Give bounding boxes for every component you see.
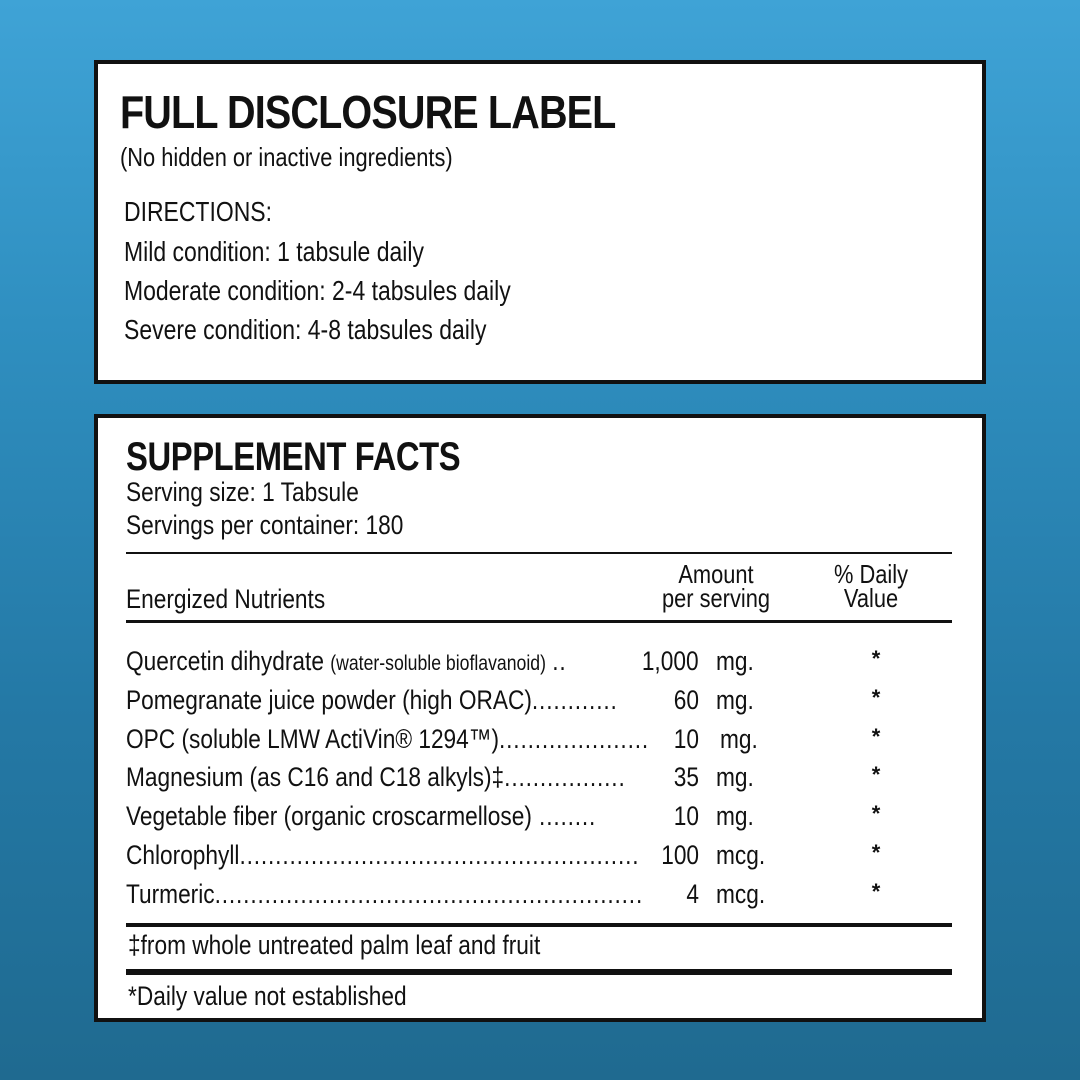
nutrient-list (126, 644, 952, 916)
nutrient-amount: 10 (673, 801, 699, 832)
header-dv-line2: Value (843, 583, 899, 613)
nutrient-name: OPC (soluble LMW ActiVin® 1294™) (126, 723, 500, 754)
leader-dots: ........................................................ (239, 839, 640, 870)
direction-mild: Mild condition: 1 tabsule daily (124, 236, 424, 267)
leader-dots: ............ (531, 684, 618, 715)
direction-severe: Severe condition: 4-8 tabsules daily (124, 314, 487, 345)
disclosure-title: FULL DISCLOSURE LABEL (120, 86, 616, 138)
footnote-palm-source: ‡from whole untreated palm leaf and fruit (128, 930, 541, 960)
nutrient-name: Chlorophyll (126, 839, 240, 870)
nutrient-unit: mg. (716, 762, 754, 793)
header-dv-line1: % Daily (833, 559, 909, 589)
nutrient-name: Magnesium (as C16 and C18 alkyls)‡ (126, 762, 505, 793)
disclosure-panel (94, 60, 986, 384)
serving-size: Serving size: 1 Tabsule (126, 477, 359, 507)
leader-dots: ................. (504, 762, 626, 793)
nutrient-unit: mcg. (716, 839, 766, 870)
leader-dots: ..................... (499, 723, 649, 754)
header-daily-value (825, 559, 917, 613)
supplement-facts-panel (94, 414, 986, 1022)
nutrient-dv: * (871, 762, 881, 788)
nutrient-unit: mg. (720, 723, 758, 754)
nutrient-dv: * (871, 684, 881, 710)
footnote-top-rule (126, 923, 952, 927)
nutrient-name: Quercetin dihydrate (126, 646, 324, 676)
table-header (126, 559, 952, 620)
nutrient-amount: 35 (673, 762, 699, 793)
header-amount (657, 559, 775, 613)
leader-dots: .. (552, 646, 567, 676)
nutrient-dv: * (871, 801, 881, 827)
nutrient-name: Vegetable fiber (organic croscarmellose) (126, 801, 532, 832)
table-row (126, 760, 952, 799)
header-nutrients: Energized Nutrients (126, 584, 326, 614)
table-row (126, 838, 952, 877)
header-amount-line2: per serving (661, 583, 771, 613)
nutrient-amount: 10 (673, 723, 699, 754)
nutrient-amount: 100 (661, 839, 699, 870)
nutrient-unit: mg. (716, 801, 754, 832)
nutrient-detail: (water-soluble bioflavanoid) (330, 652, 546, 675)
table-row (126, 877, 952, 916)
nutrient-unit: mg. (716, 646, 754, 676)
nutrient-dv: * (871, 723, 881, 749)
nutrient-amount: 1,000 (642, 646, 699, 676)
header-bottom-rule (126, 620, 952, 623)
header-top-rule (126, 552, 952, 554)
directions-heading: DIRECTIONS: (124, 196, 272, 227)
servings-per-container: Servings per container: 180 (126, 510, 404, 540)
nutrient-dv: * (871, 646, 881, 671)
nutrient-dv: * (871, 878, 881, 904)
table-row (126, 644, 952, 683)
header-amount-line1: Amount (678, 559, 754, 589)
table-row (126, 722, 952, 761)
leader-dots: ............................................................ (214, 878, 644, 909)
nutrient-amount: 4 (686, 878, 699, 909)
disclosure-subtitle: (No hidden or inactive ingredients) (120, 142, 453, 172)
direction-moderate: Moderate condition: 2-4 tabsules daily (124, 275, 511, 306)
nutrient-name: Turmeric (126, 878, 215, 909)
leader-dots: ........ (531, 801, 597, 832)
nutrient-unit: mg. (716, 684, 754, 715)
table-row (126, 683, 952, 722)
footnote-divider-rule (126, 969, 952, 975)
table-row (126, 799, 952, 838)
nutrient-unit: mcg. (716, 878, 766, 909)
nutrient-amount: 60 (673, 684, 699, 715)
nutrient-name: Pomegranate juice powder (high ORAC) (126, 684, 532, 715)
nutrient-dv: * (871, 839, 881, 865)
footnote-daily-value: *Daily value not established (128, 981, 407, 1011)
facts-title: SUPPLEMENT FACTS (126, 435, 461, 479)
